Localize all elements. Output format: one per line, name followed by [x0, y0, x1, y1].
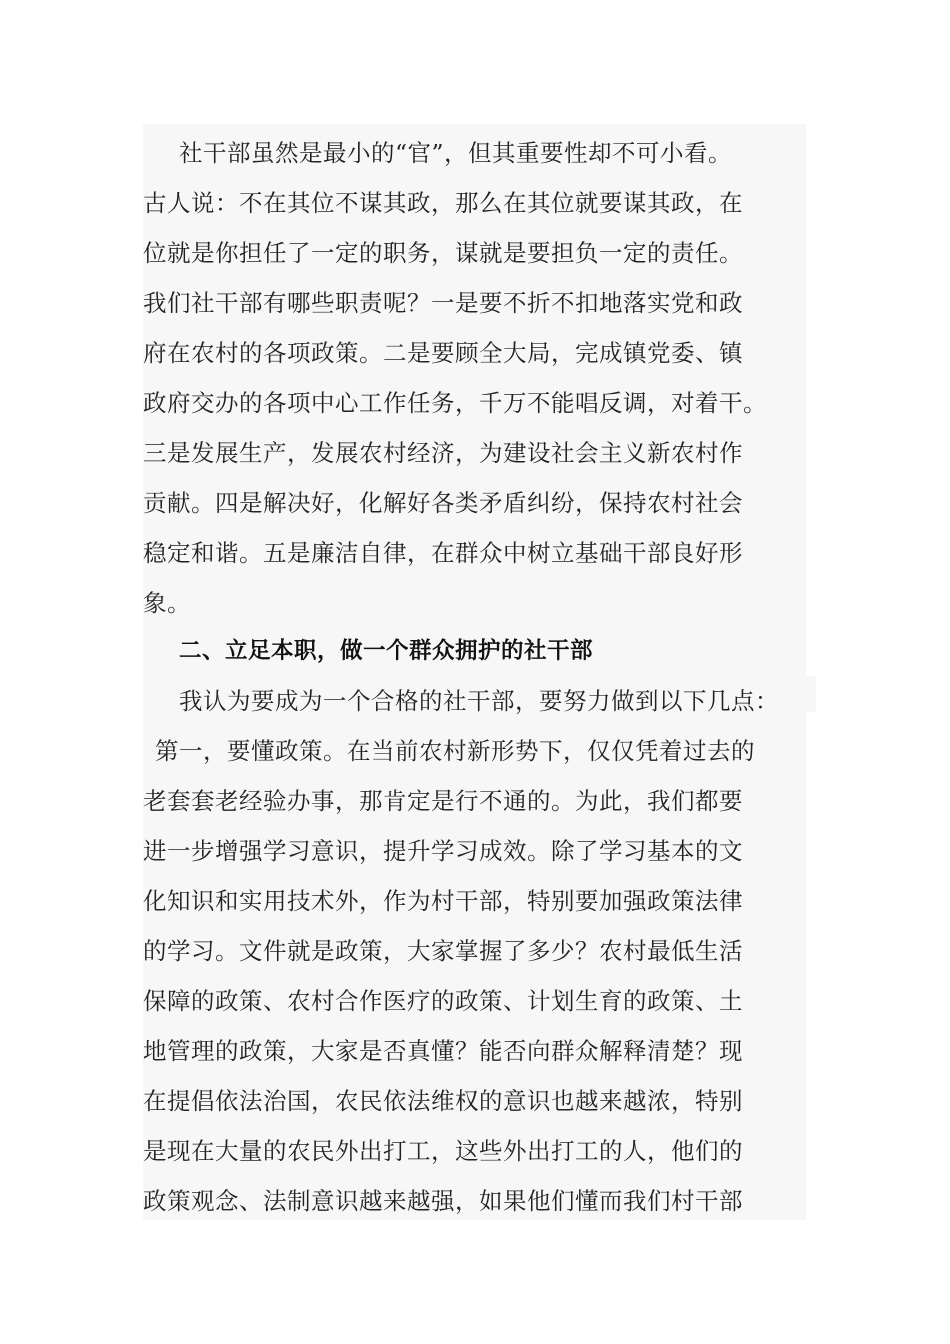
document-text-block — [143, 124, 806, 1220]
paragraph-line: 稳定和谐。五是廉洁自律，在群众中树立基础干部良好形 — [143, 539, 743, 567]
paragraph-line: 在提倡依法治国，农民依法维权的意识也越来越浓，特别 — [143, 1087, 743, 1115]
paragraph-line: 政府交办的各项中心工作任务，千万不能唱反调，对着干。 — [143, 389, 767, 417]
paragraph-line: 古人说：不在其位不谋其政，那么在其位就要谋其政，在 — [143, 189, 743, 217]
paragraph-line: 保障的政策、农村合作医疗的政策、计划生育的政策、土 — [143, 987, 743, 1015]
paragraph-line: 府在农村的各项政策。二是要顾全大局，完成镇党委、镇 — [143, 339, 743, 367]
paragraph-line: 位就是你担任了一定的职务，谋就是要担负一定的责任。 — [143, 239, 743, 267]
paragraph-line: 三是发展生产，发展农村经济，为建设社会主义新农村作 — [143, 439, 743, 467]
paragraph-line: 是现在大量的农民外出打工，这些外出打工的人，他们的 — [143, 1137, 743, 1165]
section-heading: 二、立足本职，做一个群众拥护的社干部 — [179, 638, 594, 664]
paragraph-line: 象。 — [143, 589, 191, 617]
paragraph-line: 化知识和实用技术外，作为村干部，特别要加强政策法律 — [143, 887, 743, 915]
paragraph-line: 我认为要成为一个合格的社干部，要努力做到以下几点： — [179, 687, 779, 715]
paragraph-line: 老套套老经验办事，那肯定是行不通的。为此，我们都要 — [143, 787, 743, 815]
paragraph-line: 贡献。四是解决好，化解好各类矛盾纠纷，保持农村社会 — [143, 489, 743, 517]
paragraph-line: 的学习。文件就是政策，大家掌握了多少？农村最低生活 — [143, 937, 743, 965]
paragraph-line: 第一，要懂政策。在当前农村新形势下，仅仅凭着过去的 — [155, 737, 755, 765]
paragraph-line: 社干部虽然是最小的“官”，但其重要性却不可小看。 — [179, 139, 733, 167]
paragraph-line: 进一步增强学习意识，提升学习成效。除了学习基本的文 — [143, 837, 743, 865]
paragraph-line: 地管理的政策，大家是否真懂？能否向群众解释清楚？现 — [143, 1037, 743, 1065]
text-highlight-overhang — [806, 676, 816, 712]
paragraph-line: 我们社干部有哪些职责呢？一是要不折不扣地落实党和政 — [143, 289, 743, 317]
paragraph-line: 政策观念、法制意识越来越强，如果他们懂而我们村干部 — [143, 1187, 743, 1215]
